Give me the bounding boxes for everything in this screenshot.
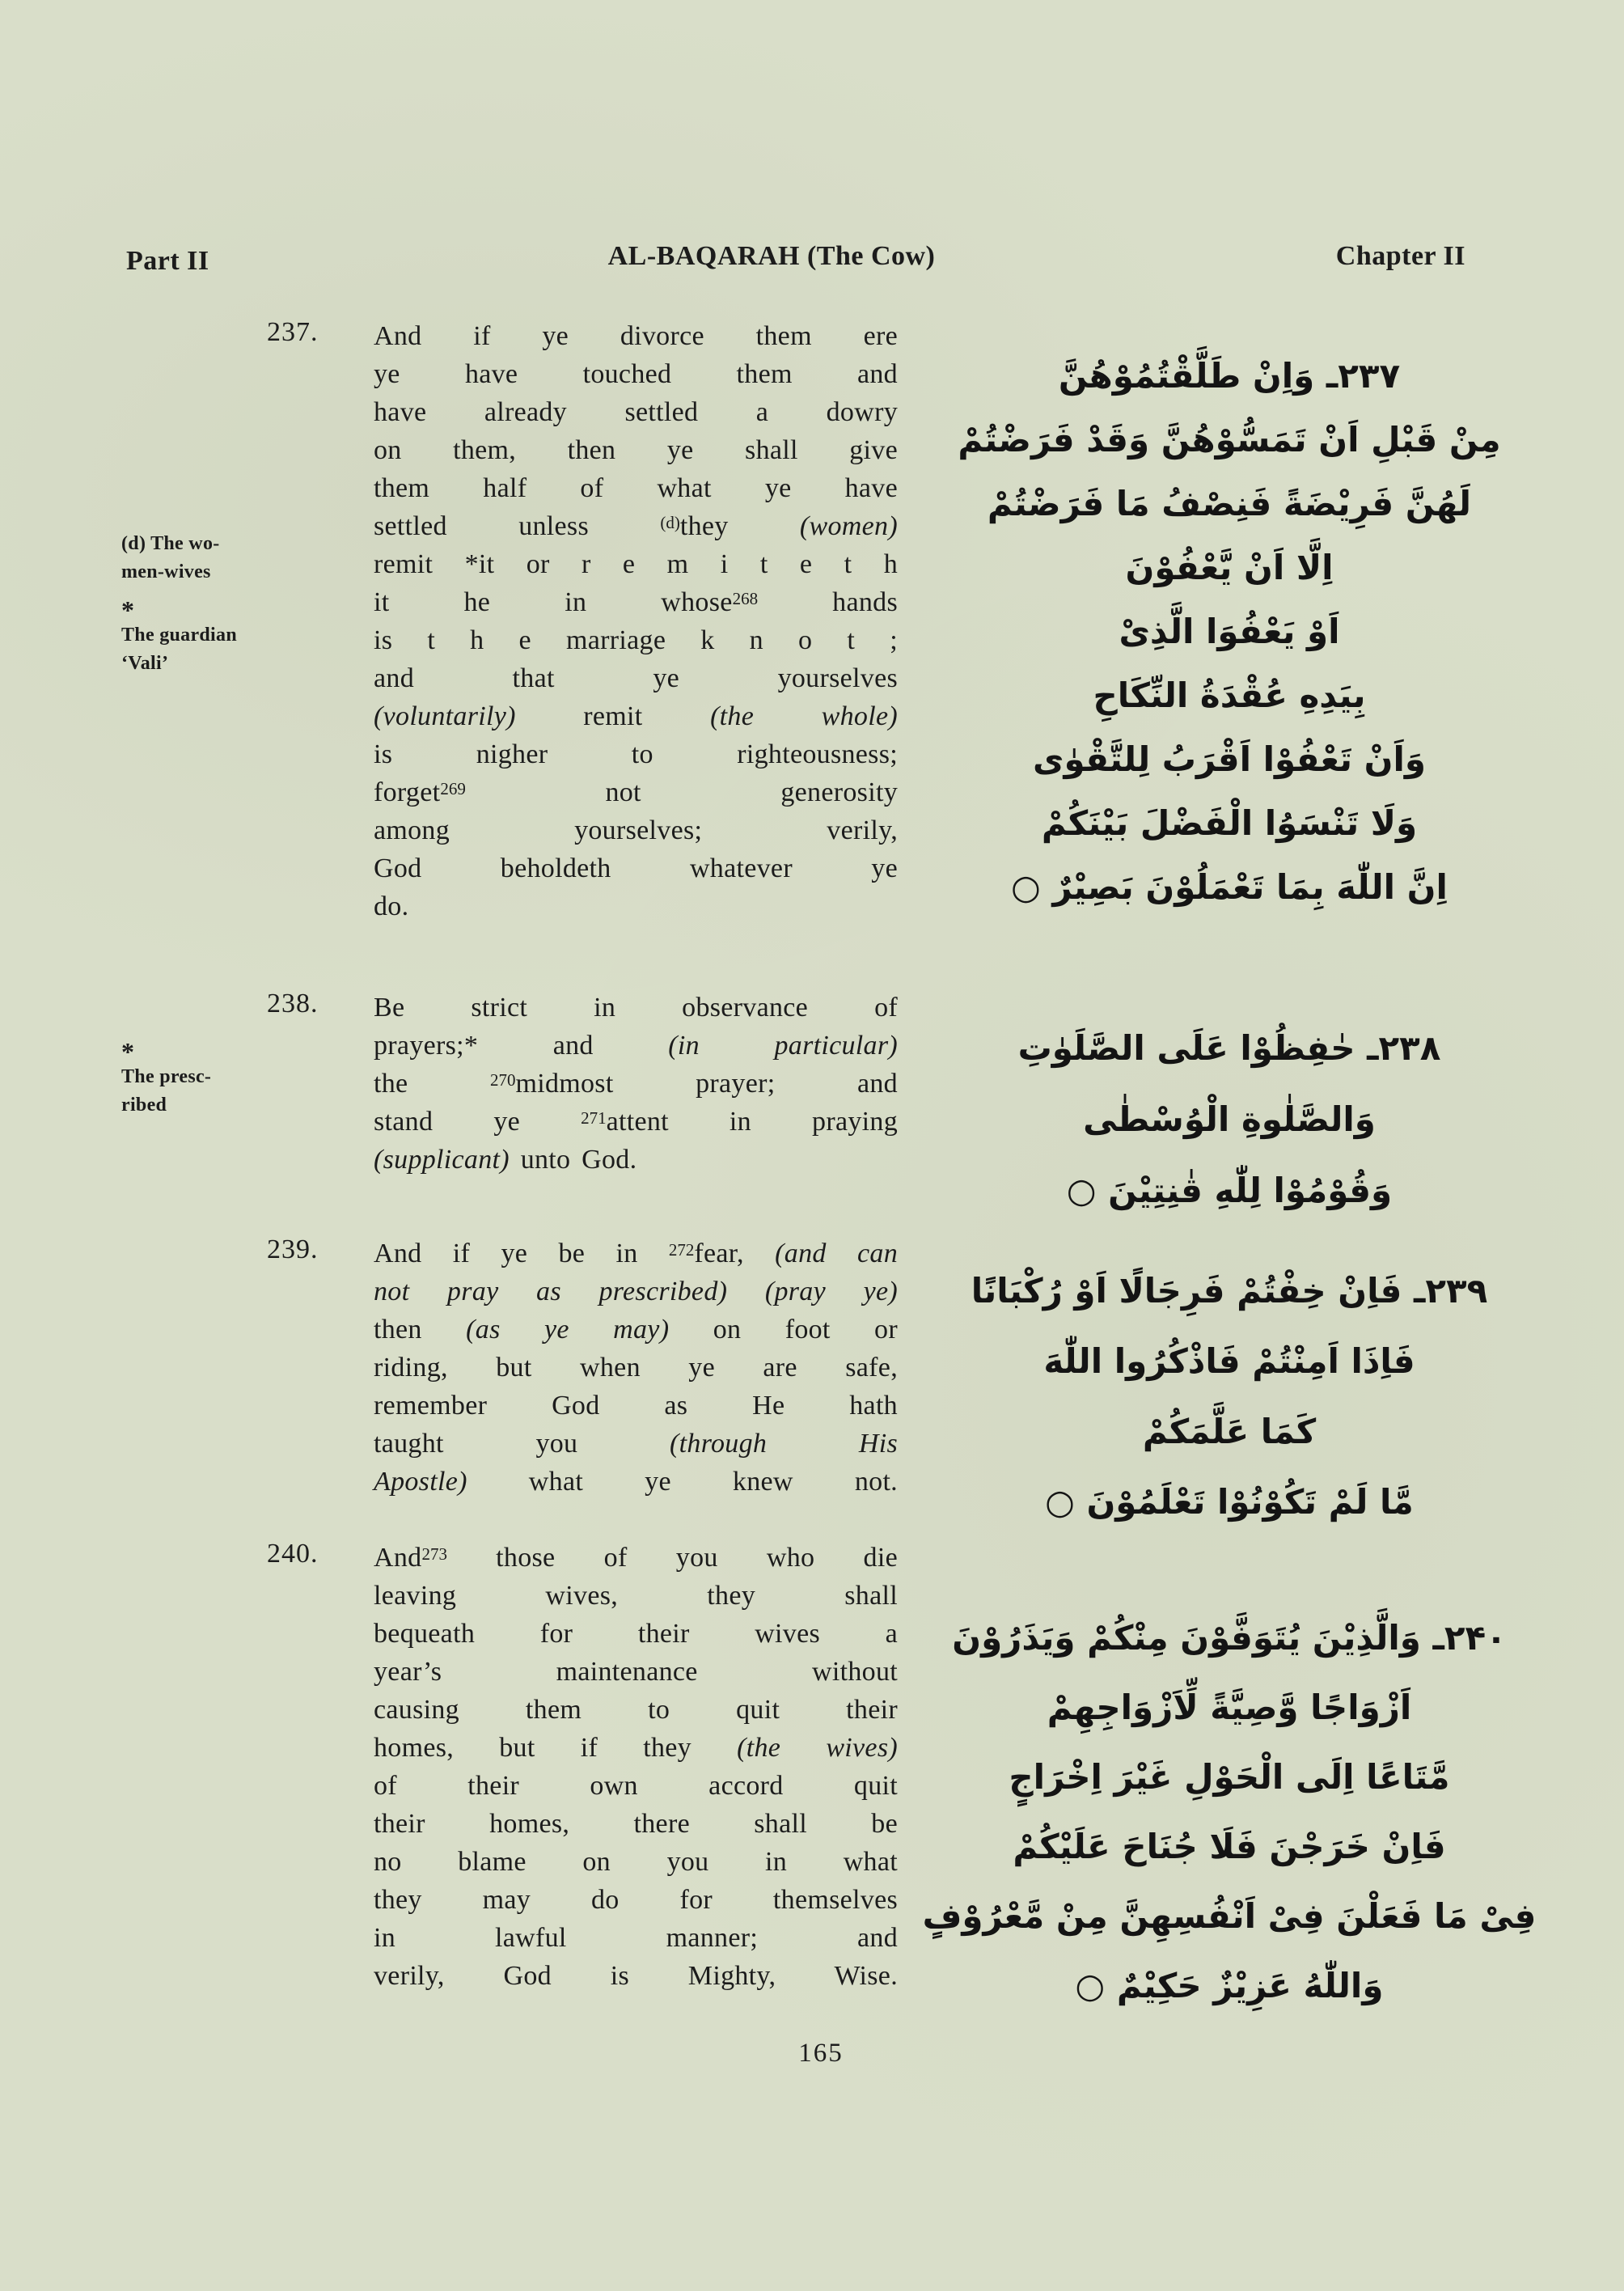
english-line: they may do for themselves — [374, 1885, 898, 1915]
english-line: have already settled a dowry — [374, 397, 898, 427]
english-line: remit *it or r e m i t e t h — [374, 549, 898, 579]
header-chapter-label: Chapter II — [1335, 241, 1465, 271]
verse-arabic-text — [906, 1603, 1553, 2021]
verse-english-text — [374, 1234, 898, 1501]
english-line: them half of what ye have — [374, 473, 898, 503]
margin-note-line: The presc- — [121, 1066, 212, 1087]
arabic-line: اِنَّ اللّٰهَ بِمَا تَعْمَلُوْنَ بَصِيْرٌ ○ — [1011, 867, 1448, 907]
arabic-line: ۲۴۰ـ وَالَّذِيْنَ يُتَوَفَّوْنَ مِنْكُمْ وَيَذَرُوْنَ — [952, 1618, 1507, 1658]
arabic-line: اَوْ يَعْفُوَا الَّذِىْ — [1119, 612, 1340, 651]
page-header — [0, 241, 1624, 277]
english-line: (voluntarily) remit (the whole) — [374, 701, 898, 731]
arabic-line: فَاِذَا اَمِنْتُمْ فَاذْكُرُوا اللّٰهَ — [1043, 1341, 1415, 1381]
english-line: ye have touched them and — [374, 359, 898, 389]
arabic-line: اَزْوَاجًا وَّصِيَّةً لِّاَزْوَاجِهِمْ — [1047, 1688, 1412, 1727]
verse-block — [267, 317, 898, 925]
english-line: forget$^{269}$ not generosity — [374, 777, 898, 807]
english-line: not pray as prescribed) (pray ye) — [374, 1277, 898, 1306]
english-line: And$^{273}$ those of you who die — [374, 1543, 898, 1573]
english-line: do. — [374, 891, 409, 921]
arabic-line: فَاِنْ خَرَجْنَ فَلَا جُنَاحَ عَلَيْكُمْ — [1013, 1827, 1446, 1866]
verse-number: 238. — [267, 989, 319, 1018]
margin-note-line: ‘Vali’ — [121, 653, 169, 674]
verse-block — [267, 1234, 898, 1501]
english-line: it he in whose$^{268}$ hands — [374, 587, 898, 617]
verse-block — [267, 989, 898, 1179]
margin-note-line: (d) The wo- — [121, 533, 220, 554]
english-line: year’s maintenance without — [374, 1657, 898, 1687]
english-line: is nigher to righteousness; — [374, 739, 898, 769]
arabic-line: لَهُنَّ فَرِيْضَةً فَنِصْفُ مَا فَرَضْتُمْ — [987, 484, 1472, 523]
english-line: causing them to quit their — [374, 1695, 898, 1725]
arabic-line: وَلَا تَنْسَوُا الْفَضْلَ بَيْنَكُمْ — [1041, 803, 1418, 843]
arabic-line: ۲۳۷ـ وَاِنْ طَلَّقْتُمُوْهُنَّ — [1058, 356, 1401, 396]
asterisk-marker: * — [121, 1037, 135, 1066]
arabic-line: اِلَّا اَنْ يَّعْفُوْنَ — [1125, 548, 1334, 587]
arabic-line: بِيَدِهِ عُقْدَةُ النِّكَاحِ — [1093, 675, 1366, 715]
header-surah-title: AL-BAQARAH (The Cow) — [607, 241, 936, 271]
english-line: (supplicant) unto God. — [374, 1145, 637, 1175]
english-line: their homes, there shall be — [374, 1809, 898, 1839]
arabic-line: مَّتَاعًا اِلَى الْحَوْلِ غَيْرَ اِخْرَاجٍ — [1009, 1757, 1450, 1797]
english-line: remember God as He hath — [374, 1391, 898, 1421]
english-line: the $^{270}$midmost prayer; and — [374, 1069, 898, 1099]
verse-block — [267, 1539, 898, 1995]
arabic-line: كَمَا عَلَّمَكُمْ — [1142, 1412, 1317, 1451]
english-line: no blame on you in what — [374, 1847, 898, 1877]
english-line: among yourselves; verily, — [374, 815, 898, 845]
margin-note — [121, 530, 291, 587]
verse-number: 239. — [267, 1234, 319, 1264]
header-part-label: Part II — [126, 246, 209, 276]
english-line: on them, then ye shall give — [374, 435, 898, 465]
arabic-line: وَاَنْ تَعْفُوْا اَقْرَبُ لِلتَّقْوٰى — [1033, 739, 1426, 779]
verse-number: 240. — [267, 1539, 319, 1569]
verse-arabic-text — [906, 1013, 1553, 1226]
arabic-line: مَّا لَمْ تَكُوْنُوْا تَعْلَمُوْنَ ○ — [1045, 1482, 1414, 1522]
verse-english-text — [374, 989, 898, 1179]
verse-arabic-text — [906, 344, 1553, 919]
page-number: 165 — [798, 2039, 844, 2068]
verse-number: 237. — [267, 317, 319, 347]
english-line: stand ye $^{271}$attent in praying — [374, 1107, 898, 1137]
margin-note-line: ribed — [121, 1095, 167, 1116]
english-line: and that ye yourselves — [374, 663, 898, 693]
arabic-line: فِىْ مَا فَعَلْنَ فِىْ اَنْفُسِهِنَّ مِنْ مَّعْرُوْفٍ — [922, 1896, 1537, 1936]
arabic-line: وَقُوْمُوْا لِلّٰهِ قٰنِتِيْنَ ○ — [1066, 1171, 1393, 1210]
english-line: God beholdeth whatever ye — [374, 853, 898, 883]
english-line: bequeath for their wives a — [374, 1619, 898, 1649]
verse-english-text — [374, 317, 898, 925]
english-line: in lawful manner; and — [374, 1923, 898, 1953]
english-line: And if ye be in $^{272}$fear, (and can — [374, 1239, 899, 1268]
english-line: prayers;* and (in particular) — [374, 1031, 899, 1061]
arabic-line: وَاللّٰهُ عَزِيْزٌ حَكِيْمٌ ○ — [1075, 1966, 1384, 2005]
english-line: is t h e marriage k n o t ; — [374, 625, 898, 655]
margin-note — [121, 595, 291, 678]
margin-note — [121, 1037, 291, 1120]
english-line: riding, but when ye are safe, — [374, 1353, 898, 1383]
english-line: leaving wives, they shall — [374, 1581, 898, 1611]
verse-arabic-text — [906, 1256, 1553, 1537]
arabic-line: ۲۳۹ـ فَاِنْ خِفْتُمْ فَرِجَالًا اَوْ رُكْبَانًا — [971, 1271, 1488, 1311]
margin-note-line: The guardian — [121, 625, 237, 646]
english-line: homes, but if they (the wives) — [374, 1733, 898, 1763]
english-line: verily, God is Mighty, Wise. — [374, 1961, 898, 1991]
arabic-line: وَالصَّلٰوةِ الْوُسْطٰى — [1083, 1099, 1376, 1139]
asterisk-marker: * — [121, 595, 135, 625]
english-line: of their own accord quit — [374, 1771, 898, 1801]
arabic-line: ۲۳۸ـ حٰفِظُوْا عَلَى الصَّلَوٰتِ — [1017, 1028, 1441, 1068]
english-line: taught you (through His — [374, 1429, 898, 1459]
verse-english-text — [374, 1539, 898, 1995]
english-line: then (as ye may) on foot or — [374, 1315, 898, 1345]
english-line: settled unless $^{(d)}$they (women) — [374, 511, 898, 541]
english-line: Apostle) what ye knew not. — [374, 1467, 898, 1497]
margin-note-line: men-wives — [121, 561, 211, 582]
english-line: Be strict in observance of — [374, 993, 898, 1023]
arabic-line: مِنْ قَبْلِ اَنْ تَمَسُّوْهُنَّ وَقَدْ فَرَضْتُمْ — [958, 420, 1501, 459]
english-line: And if ye divorce them ere — [374, 321, 898, 351]
